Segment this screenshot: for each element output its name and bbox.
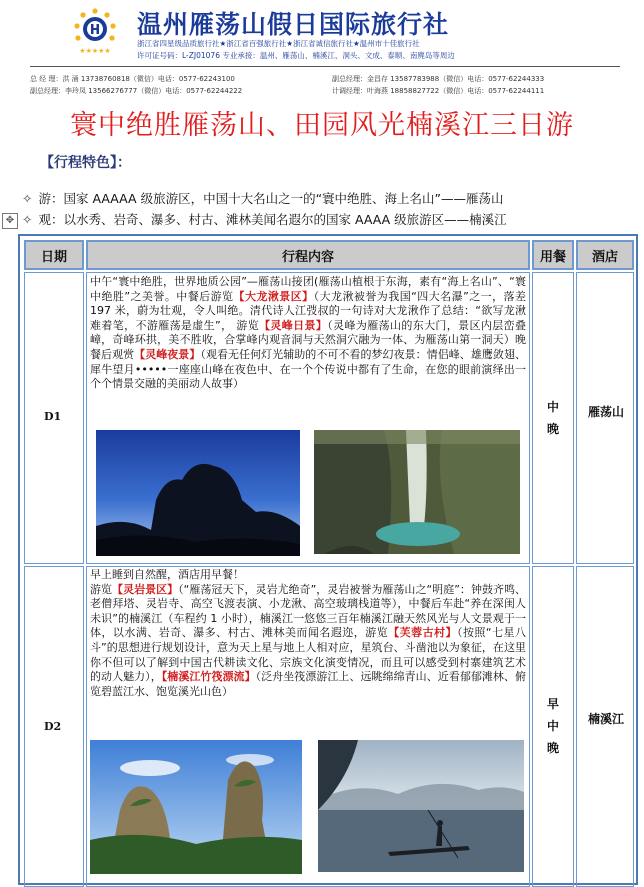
feature-text: 游：国家 AAAAA 级旅游区，中国十大名山之一的“寰中绝胜、海上名山”——雁荡山 bbox=[38, 191, 504, 206]
meal-item: 中 bbox=[546, 400, 559, 414]
header-meal: 用餐 bbox=[532, 240, 574, 270]
hotel-name: 楠溪江 bbox=[588, 712, 625, 726]
attraction-highlight: 【灵峰夜景】 bbox=[134, 347, 201, 361]
diamond-bullet-icon: ✧ bbox=[22, 212, 33, 227]
page-title: 寰中绝胜雁荡山、田园风光楠溪江三日游 bbox=[70, 110, 574, 141]
itinerary-description bbox=[90, 568, 526, 699]
table-move-handle-icon[interactable]: ✥ bbox=[2, 213, 18, 229]
description-text: （大龙湫被誉为我国“四大名瀑”之一，落差 197 米，蔚为壮观，令人叫绝。清代诗人江弢叔的一句诗对大龙湫作了总结：“欲写龙湫难着笔，不游雁荡是虚生”， 游览 bbox=[90, 289, 526, 332]
features-heading: 【行程特色】： bbox=[40, 155, 131, 171]
description-text: （灵峰为雁荡山的东大门，景区内层峦叠嶂，奇峰环拱，美不胜收，合掌峰内观音洞与天然洞穴融为一体、为雁荡山第一洞天）晚餐后观赏 bbox=[90, 318, 526, 361]
contact-deputy-manager-2: 副总经理：金昌存 13587783988（微信）电话：0577-62244333 bbox=[332, 75, 545, 83]
waterfall-photo bbox=[314, 430, 520, 554]
meal-item: 早 bbox=[546, 697, 559, 711]
description-text: 中午“寰中绝胜，世界地质公园”—雁荡山接团(雁荡山植根于东海，素有“海上名山”、“寰中绝胜”之美誉。中餐后游览 bbox=[90, 275, 526, 303]
meal-item: 晚 bbox=[546, 741, 559, 755]
meal-item: 晚 bbox=[546, 422, 559, 436]
feature-text: 观：以水秀、岩奇、瀑多、村古、滩林美闻名遐尔的国家 AAAA 级旅游区——楠溪江 bbox=[38, 212, 507, 227]
attraction-highlight: 【芙蓉古村】 bbox=[388, 626, 457, 640]
river-raft-photo bbox=[318, 740, 524, 872]
description-text: 游览 bbox=[90, 582, 113, 596]
hotel-name: 雁荡山 bbox=[588, 405, 625, 419]
description-text: 早上睡到自然醒，酒店用早餐！ bbox=[90, 568, 244, 581]
svg-text:★★★★★: ★★★★★ bbox=[79, 47, 111, 55]
description-text: （“雁荡冠天下，灵岩尤绝奇”，灵岩被誉为雁荡山之“明庭”：钟鼓齐鸣、老僧拜塔、灵岩寺、高空飞渡表演、小龙湫、高空玻璃栈道等），中餐后车赴“养在深闺人未识”的楠溪江（车程约 1 小时），楠溪江一悠悠三百年楠溪江融天然风光与人文景观于一体，以水满、岩奇、瀑多、村古、滩林美而闻名遐迩，游览 bbox=[90, 582, 527, 640]
contact-deputy-manager-1: 副总经理：李玲凤 13566276777（微信）电话：0577-62244222 bbox=[30, 87, 243, 95]
company-credentials: 浙江省四星级品质旅行社★浙江省百强旅行社★浙江省诚信旅行社★温州市十佳旅行社 bbox=[137, 39, 420, 48]
header-divider bbox=[30, 66, 620, 67]
company-logo bbox=[70, 6, 120, 56]
feature-item bbox=[22, 210, 507, 228]
description-text: （观看无任何灯光辅助的不可不看的梦幻夜景：情侣峰、雄鹰敛翅、犀牛望月•••••一座座山峰在夜色中、在一个个传说中都有了生命，在您的眼前演绎出一个个情景交融的美丽动人故事） bbox=[90, 347, 527, 391]
contact-general-manager: 总 经 理：洪 涌 13738760818（微信）电话：0577-62243100 bbox=[30, 75, 235, 83]
day-label: D2 bbox=[44, 720, 62, 733]
rock-peaks-photo bbox=[90, 740, 302, 874]
header-content: 行程内容 bbox=[86, 240, 530, 270]
meal-list bbox=[543, 693, 563, 759]
contact-planning-manager: 计调经理：叶海燕 18858827722（微信）电话：0577-62244111 bbox=[332, 87, 545, 95]
description-text: （泛舟坐筏漂游江上、远眺绵绵青山、近看郁郁滩林、俯览碧蓝江水、饱览溪光山色） bbox=[90, 670, 527, 698]
diamond-bullet-icon: ✧ bbox=[22, 191, 33, 206]
attraction-highlight: 【楠溪江竹筏漂流】 bbox=[161, 670, 256, 684]
itinerary-table bbox=[18, 234, 638, 885]
company-name: 温州雁荡山假日国际旅行社 bbox=[137, 10, 450, 39]
header-hotel: 酒店 bbox=[576, 240, 634, 270]
attraction-highlight: 【大龙湫景区】 bbox=[233, 289, 314, 303]
meal-item: 中 bbox=[546, 719, 559, 733]
feature-item bbox=[22, 189, 504, 207]
company-license: 许可证号码：L-ZJ01076 专业承接：温州、雁荡山、楠溪江、洞头、文成、泰顺、南麂岛等周边 bbox=[137, 51, 455, 60]
attraction-highlight: 【灵岩景区】 bbox=[112, 582, 179, 596]
header-date: 日期 bbox=[24, 240, 84, 270]
attraction-highlight: 【灵峰日景】 bbox=[259, 318, 328, 332]
description-text: （按照“七星八斗”的思想进行规划设计，意为天上星与地上人相对应，星筑台、斗凿池以为象征，在这里你不但可以了解到中国古代耕读文化、宗族文化演变情况，而且可以感受到村寨建筑艺术的动人魅力）， bbox=[90, 626, 527, 684]
meal-list bbox=[543, 396, 563, 440]
day-label: D1 bbox=[44, 410, 62, 423]
itinerary-description bbox=[90, 275, 526, 392]
dusk-mountain-photo bbox=[96, 430, 300, 556]
